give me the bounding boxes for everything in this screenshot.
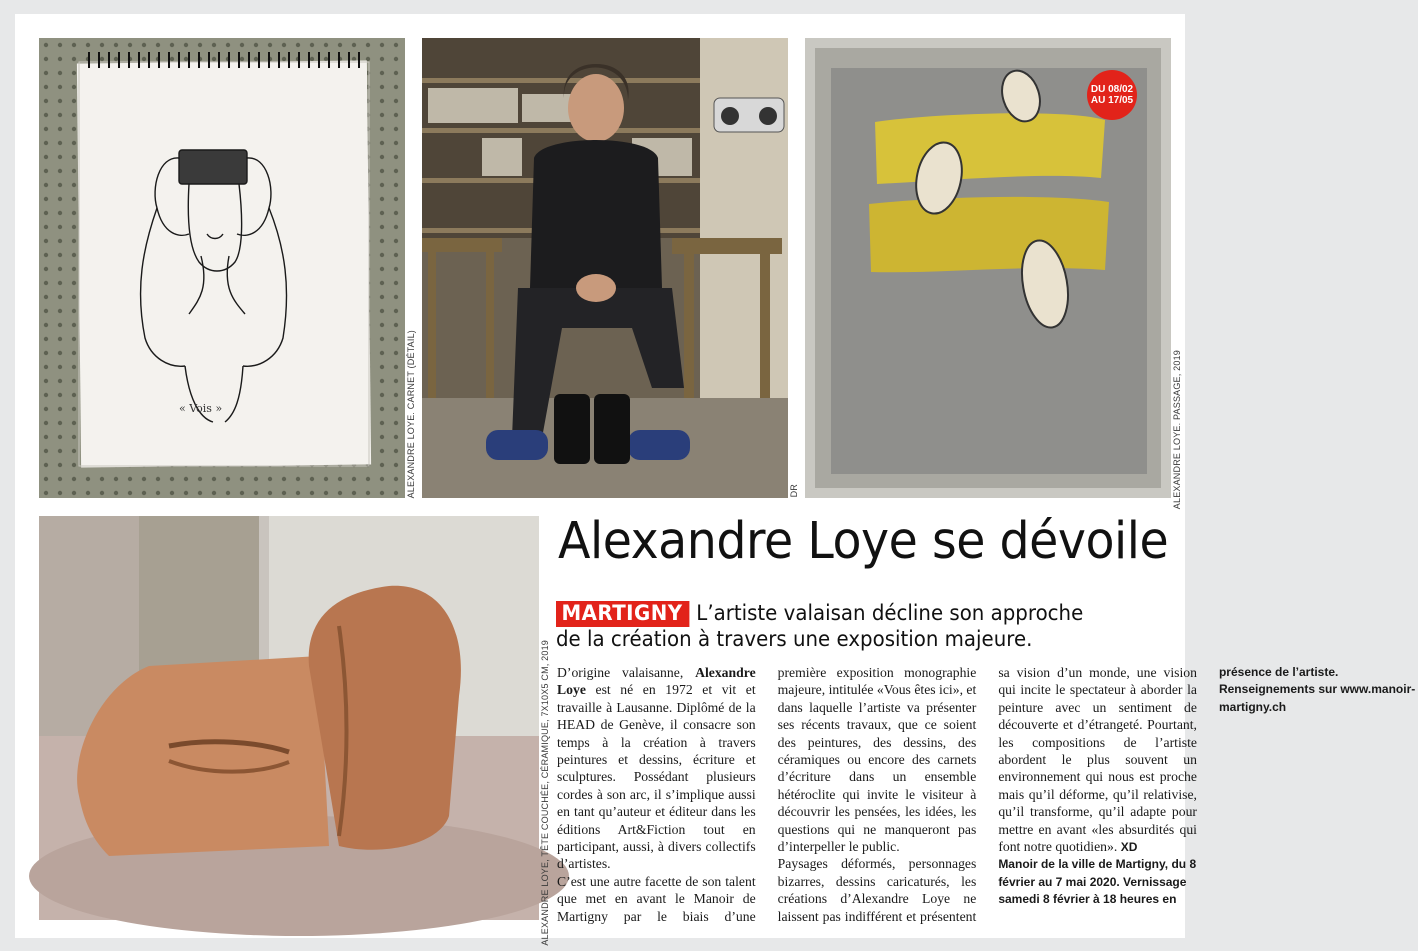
article-body	[557, 664, 1416, 926]
article-paragraph-3: Paysages déformés, personnages bizarres, dessins caricaturés, les créations d’Alexandre Loye ne laissent pas indifférent et présentent sa vision d’un monde, une vision qui incite le spectateur à aborder la peinture avec un sentiment de découverte et d’étrangeté. Pourtant, les compositions de l’artiste abordent le plus souvent un environnement qui nous est proche mais qu’il déforme, qu’il relativise, qu’il transforme, qu’il adapte pour mettre en avant «les absurdités qui font notre quotidien». XD	[777, 665, 1197, 924]
date-badge-line2: AU 17/05	[1090, 95, 1134, 106]
photo-sketchbook	[39, 38, 405, 498]
lead	[556, 601, 1126, 653]
artist-name: Alexandre Loye	[557, 665, 756, 698]
lead-line-2: de la création à travers une exposition majeure.	[556, 627, 1033, 652]
sketch-caption: « Vois »	[179, 402, 223, 415]
date-badge-line1: DU 08/02	[1090, 84, 1134, 95]
photo-ceramic-tete-couchee	[39, 516, 539, 920]
lead-line-1: L’artiste valaisan décline son approche	[696, 601, 1084, 626]
headline: Alexandre Loye se dévoile	[558, 512, 1169, 571]
exhibition-info: Manoir de la ville de Martigny, du 8 février au 7 mai 2020. Vernissage samedi 8 février à 18 heures en présence de l’artiste. Renseignements sur www.manoir-martigny.ch	[998, 665, 1416, 907]
credit-photo-3: ALEXANDRE LOYE. PASSAGE, 2019	[1172, 350, 1182, 510]
author-signature: XD	[1120, 840, 1138, 855]
location-tag: MARTIGNY	[556, 601, 689, 627]
credit-photo-2: DR	[789, 484, 799, 498]
credit-photo-4: ALEXANDRE LOYE, TÊTE COUCHÉE, CÉRAMIQUE, 7X10X5 CM, 2019	[540, 640, 550, 946]
article-paragraph-2: C’est une autre facette de son talent que met en avant le Manoir de Martigny par le biais d’une première exposition monographie majeure, intitulée «Vous êtes ici», et dans laquelle l’artiste va présenter ses récents travaux, que ce soient des peintures, des dessins, des céramiques ou encore des carnets d’écriture dans un ensemble hétéroclite qui invite le visiteur à découvrir les pensées, les idées, les questions qui ne manqueront pas d’interpeller le public.	[557, 665, 977, 924]
article-paragraph-1: D’origine valaisanne, Alexandre Loye est né en 1972 et vit et travaille à Lausanne. Diplômé de la HEAD de Genève, il consacre son temps à la création à travers peintures et dessins, écriture et sculptures. Possédant plusieurs cordes à son arc, il s’implique aussi en tant qu’auteur et éditeur dans les éditions Art&Fiction tout en participant, aussi, à divers collectifs d’artistes.	[557, 665, 756, 872]
photo-artist-portrait	[422, 38, 788, 498]
credit-photo-1: ALEXANDRE LOYE. CARNET (DÉTAIL)	[406, 330, 416, 499]
date-badge	[1087, 70, 1137, 120]
